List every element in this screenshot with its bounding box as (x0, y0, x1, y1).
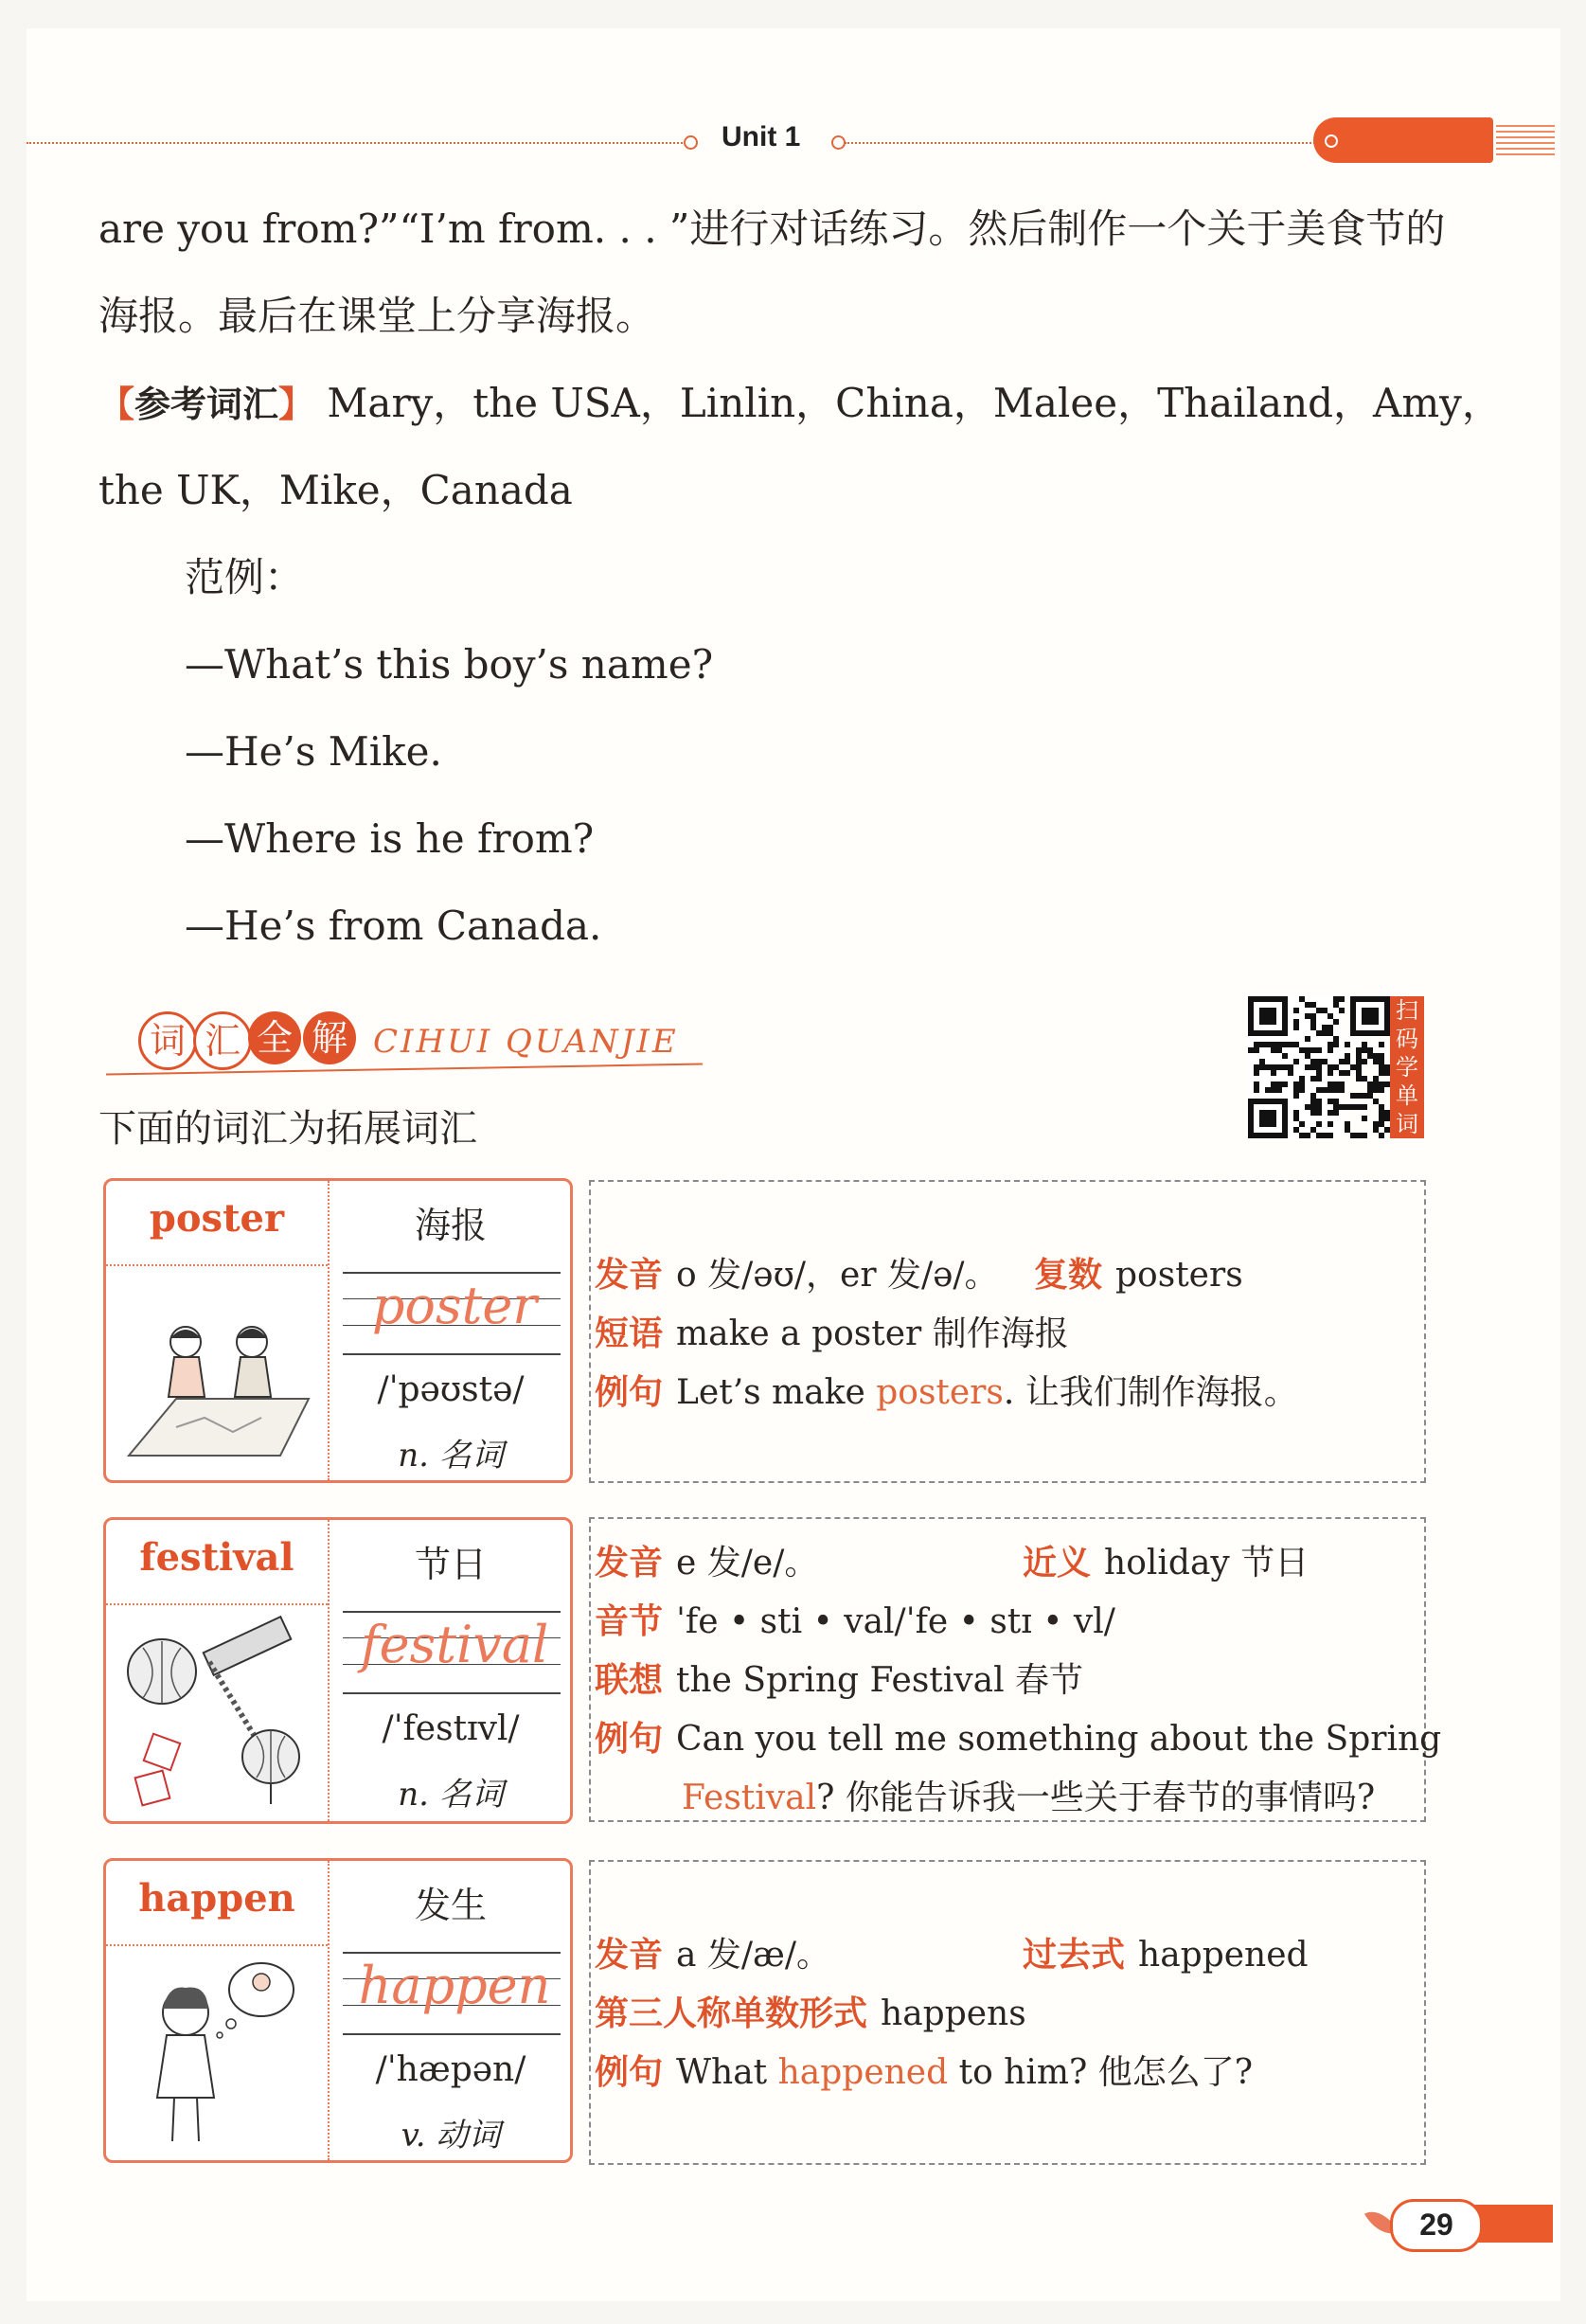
reference-vocab-line (98, 379, 1502, 429)
header-rule-left (27, 142, 689, 144)
section-heading (106, 1011, 712, 1078)
card-ipa: /ˈpəʊstə/ (377, 1370, 525, 1409)
section-roman-title: CIHUI QUANJIE (373, 1023, 679, 1061)
card-part-of-speech: v. 动词 (401, 2117, 501, 2154)
info-line: 发音 a 发/æ/。 (595, 1936, 831, 1975)
card-handwriting: festival (360, 1615, 549, 1674)
card-chinese: 节日 (414, 1544, 487, 1585)
info-box-festival (589, 1517, 1442, 1822)
unit-label: Unit 1 (722, 121, 801, 152)
worried-woman-illustration (119, 1956, 314, 2151)
section-char: 解 (303, 1011, 356, 1064)
info-line-synonym: 近义 holiday 节日 (1023, 1544, 1310, 1582)
qr-label: 扫 码 学 单 词 (1390, 996, 1424, 1138)
card-handwriting: poster (371, 1276, 538, 1335)
info-line: 短语 make a poster 制作海报 (595, 1314, 1069, 1353)
word-card-poster (103, 1178, 573, 1483)
card-part-of-speech: n. 名词 (398, 1437, 504, 1475)
header-stripes (1496, 125, 1555, 157)
info-line: Festival? 你能告诉我一些关于春节的事情吗? (682, 1779, 1376, 1817)
dialogue-line: —He’s Mike. (185, 728, 442, 775)
section-char: 词 (138, 1011, 197, 1070)
info-line: 第三人称单数形式 happens (595, 1994, 1026, 2033)
reference-vocab-words: Mary，the USA，Linlin，China，Malee，Thailand，Amy， (327, 380, 1502, 426)
card-word: festival (139, 1535, 294, 1580)
word-card-happen (103, 1858, 573, 2163)
card-ipa: /ˈhæpən/ (375, 2050, 526, 2089)
dialogue-line: —Where is he from? (185, 815, 595, 862)
card-word: happen (138, 1876, 295, 1921)
section-subtitle: 下面的词汇为拓展词汇 (98, 1107, 477, 1151)
header-rule-right (845, 142, 1318, 144)
header-dot-right (831, 135, 846, 150)
lanterns-firecrackers-illustration (119, 1615, 314, 1810)
reference-vocab-line-2: the UK，Mike，Canada (98, 467, 573, 513)
info-box-poster (589, 1180, 1426, 1483)
kids-making-poster-illustration (119, 1276, 314, 1471)
example-label: 范例： (185, 554, 305, 600)
info-line: 例句 Let’s make posters. 让我们制作海报。 (595, 1373, 1298, 1412)
info-line: 例句 Can you tell me something about the Spring (595, 1720, 1442, 1759)
intro-line-1: are you from?”“I’m from. . . ”进行对话练习。然后制作一个关于美食节的 (98, 206, 1446, 252)
info-line: 音节 ˈfe • sti • val/ˈfe • stɪ • vl/ (595, 1602, 1115, 1641)
card-ipa: /ˈfestɪvl/ (382, 1709, 520, 1748)
card-chinese: 发生 (414, 1885, 487, 1926)
qr-code-pattern (1248, 996, 1390, 1138)
word-card-festival (103, 1517, 573, 1824)
info-line: 联想 the Spring Festival 春节 (595, 1661, 1084, 1700)
info-line: 例句 What happened to him? 他怎么了? (595, 2053, 1254, 2092)
info-line-past-tense: 过去式 happened (1023, 1936, 1309, 1975)
reference-vocab-label: 【参考词汇】 (98, 384, 315, 425)
qr-code[interactable] (1248, 996, 1343, 1138)
dialogue-line: —What’s this boy’s name? (185, 641, 714, 688)
info-line: 发音 e 发/e/。 (595, 1544, 819, 1582)
info-line: 发音 o 发/əʊ/，er 发/ə/。 复数 posters (595, 1256, 1243, 1295)
section-underline (106, 1064, 703, 1076)
header-tab-dot (1325, 134, 1338, 148)
header-tab (1313, 117, 1493, 163)
card-handwriting: happen (358, 1956, 551, 2015)
card-part-of-speech: n. 名词 (398, 1776, 504, 1814)
card-word: poster (149, 1196, 285, 1241)
page-number: 29 (1419, 2208, 1453, 2242)
header-dot-left (684, 135, 698, 150)
intro-line-2: 海报。最后在课堂上分享海报。 (98, 293, 656, 339)
section-char: 全 (248, 1011, 301, 1064)
dialogue-line: —He’s from Canada. (185, 903, 602, 949)
card-chinese: 海报 (414, 1205, 487, 1246)
info-box-happen (589, 1860, 1426, 2165)
section-char: 汇 (193, 1011, 252, 1070)
